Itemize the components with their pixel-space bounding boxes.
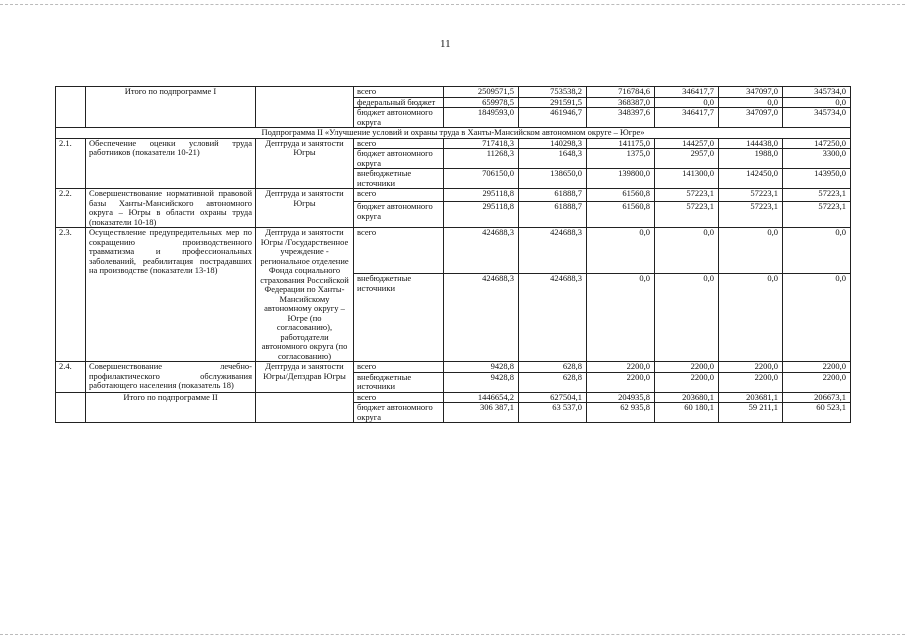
amount-cell: 345734,0 xyxy=(783,108,851,128)
amount-cell: 424688,3 xyxy=(519,274,587,362)
item-number: 2.2. xyxy=(56,189,86,228)
amount-cell: 11268,3 xyxy=(444,149,519,169)
amount-cell: 295118,8 xyxy=(444,202,519,228)
executor-cell xyxy=(256,392,354,423)
funding-source: бюджет автономного округа xyxy=(354,202,444,228)
amount-cell: 628,8 xyxy=(519,372,587,392)
subtotal-row xyxy=(56,87,851,98)
amount-cell: 63 537,0 xyxy=(519,403,587,423)
amount-cell: 628,8 xyxy=(519,362,587,373)
amount-cell: 706150,0 xyxy=(444,169,519,189)
amount-cell: 3300,0 xyxy=(783,149,851,169)
amount-cell: 1446654,2 xyxy=(444,392,519,403)
amount-cell: 1988,0 xyxy=(719,149,783,169)
amount-cell: 716784,6 xyxy=(587,87,655,98)
item-name: Совершенствование лечебно-профилактического обслуживания работающего населения (показатель 18) xyxy=(86,362,256,393)
amount-cell: 347097,0 xyxy=(719,87,783,98)
item-executor: Дептруда и занятости Югры/Депздрав Югры xyxy=(256,362,354,393)
amount-cell: 2957,0 xyxy=(655,149,719,169)
amount-cell: 0,0 xyxy=(655,97,719,108)
item-name: Осуществление предупредительных мер по сокращению производственного травматизма и профессиональных заболеваний, реабилитация пострадавших на производстве (показатели 13-18) xyxy=(86,228,256,362)
amount-cell: 141300,0 xyxy=(655,169,719,189)
amount-cell: 717418,3 xyxy=(444,138,519,149)
amount-cell: 61888,7 xyxy=(519,202,587,228)
amount-cell: 62 935,8 xyxy=(587,403,655,423)
amount-cell: 60 523,1 xyxy=(783,403,851,423)
amount-cell: 2200,0 xyxy=(587,372,655,392)
amount-cell: 9428,8 xyxy=(444,372,519,392)
amount-cell: 0,0 xyxy=(587,228,655,274)
item-number: 2.1. xyxy=(56,138,86,189)
amount-cell: 57223,1 xyxy=(783,202,851,228)
funding-source: всего xyxy=(354,189,444,202)
item-name: Совершенствование нормативной правовой базы Ханты-Мансийского автономного округа – Югры в области охраны труда (показатели 10-18) xyxy=(86,189,256,228)
amount-cell: 0,0 xyxy=(655,274,719,362)
amount-cell: 147250,0 xyxy=(783,138,851,149)
amount-cell: 368387,0 xyxy=(587,97,655,108)
page-number: 11 xyxy=(440,38,451,50)
amount-cell: 424688,3 xyxy=(444,274,519,362)
amount-cell: 0,0 xyxy=(783,97,851,108)
amount-cell: 2200,0 xyxy=(587,362,655,373)
table-row xyxy=(56,362,851,373)
table-row xyxy=(56,189,851,202)
funding-source: всего xyxy=(354,362,444,373)
amount-cell: 204935,8 xyxy=(587,392,655,403)
amount-cell: 753538,2 xyxy=(519,87,587,98)
amount-cell: 141175,0 xyxy=(587,138,655,149)
funding-source: всего xyxy=(354,392,444,403)
item-executor: Дептруда и занятости Югры xyxy=(256,189,354,228)
funding-source: федеральный бюджет xyxy=(354,97,444,108)
amount-cell: 206673,1 xyxy=(783,392,851,403)
amount-cell: 627504,1 xyxy=(519,392,587,403)
amount-cell: 424688,3 xyxy=(519,228,587,274)
amount-cell: 60 180,1 xyxy=(655,403,719,423)
funding-source: внебюджетные источники xyxy=(354,169,444,189)
amount-cell: 203681,1 xyxy=(719,392,783,403)
executor-cell xyxy=(256,87,354,128)
amount-cell: 144257,0 xyxy=(655,138,719,149)
amount-cell: 348397,6 xyxy=(587,108,655,128)
scan-edge-top xyxy=(0,4,905,6)
item-number-cell xyxy=(56,392,86,423)
item-number-cell xyxy=(56,87,86,128)
funding-source: бюджет автономного округа xyxy=(354,149,444,169)
amount-cell: 347097,0 xyxy=(719,108,783,128)
table-row xyxy=(56,228,851,274)
funding-source: бюджет автономного округа xyxy=(354,403,444,423)
amount-cell: 0,0 xyxy=(783,274,851,362)
amount-cell: 61560,8 xyxy=(587,189,655,202)
funding-source: внебюджетные источники xyxy=(354,274,444,362)
item-number: 2.4. xyxy=(56,362,86,393)
amount-cell: 2200,0 xyxy=(783,372,851,392)
amount-cell: 424688,3 xyxy=(444,228,519,274)
amount-cell: 144438,0 xyxy=(719,138,783,149)
amount-cell: 295118,8 xyxy=(444,189,519,202)
amount-cell: 291591,5 xyxy=(519,97,587,108)
amount-cell: 57223,1 xyxy=(783,189,851,202)
amount-cell: 139800,0 xyxy=(587,169,655,189)
funding-source: всего xyxy=(354,228,444,274)
amount-cell: 306 387,1 xyxy=(444,403,519,423)
amount-cell: 59 211,1 xyxy=(719,403,783,423)
subtotal-label: Итого по подпрограмме I xyxy=(86,87,256,128)
amount-cell: 2200,0 xyxy=(655,372,719,392)
amount-cell: 138650,0 xyxy=(519,169,587,189)
amount-cell: 2200,0 xyxy=(655,362,719,373)
item-name: Обеспечение оценки условий труда работников (показатели 10-21) xyxy=(86,138,256,189)
amount-cell: 57223,1 xyxy=(719,189,783,202)
amount-cell: 1375,0 xyxy=(587,149,655,169)
amount-cell: 2200,0 xyxy=(783,362,851,373)
item-executor: Дептруда и занятости Югры /Государственное учреждение - региональное отделение Фонда социального страхования Российской Федерации по Ханты-Мансийскому автономному округу – Югре (по согласованию), работодатели автономного округа (по согласованию) xyxy=(256,228,354,362)
section-row xyxy=(56,128,851,139)
amount-cell: 57223,1 xyxy=(655,189,719,202)
amount-cell: 142450,0 xyxy=(719,169,783,189)
amount-cell: 143950,0 xyxy=(783,169,851,189)
amount-cell: 346417,7 xyxy=(655,87,719,98)
amount-cell: 0,0 xyxy=(719,97,783,108)
amount-cell: 9428,8 xyxy=(444,362,519,373)
funding-source: всего xyxy=(354,87,444,98)
funding-source: бюджет автономного округа xyxy=(354,108,444,128)
amount-cell: 659978,5 xyxy=(444,97,519,108)
amount-cell: 346417,7 xyxy=(655,108,719,128)
funding-source: всего xyxy=(354,138,444,149)
amount-cell: 345734,0 xyxy=(783,87,851,98)
scan-edge-bottom xyxy=(0,634,905,636)
amount-cell: 203680,1 xyxy=(655,392,719,403)
table-row xyxy=(56,138,851,149)
subtotal-row xyxy=(56,392,851,403)
amount-cell: 61888,7 xyxy=(519,189,587,202)
amount-cell: 57223,1 xyxy=(719,202,783,228)
amount-cell: 1648,3 xyxy=(519,149,587,169)
amount-cell: 0,0 xyxy=(587,274,655,362)
amount-cell: 0,0 xyxy=(719,228,783,274)
amount-cell: 461946,7 xyxy=(519,108,587,128)
item-number: 2.3. xyxy=(56,228,86,362)
amount-cell: 140298,3 xyxy=(519,138,587,149)
section-title: Подпрограмма II «Улучшение условий и охраны труда в Ханты-Мансийском автономном округе – Югре» xyxy=(56,128,851,139)
amount-cell: 0,0 xyxy=(783,228,851,274)
amount-cell: 61560,8 xyxy=(587,202,655,228)
item-executor: Дептруда и занятости Югры xyxy=(256,138,354,189)
amount-cell: 2200,0 xyxy=(719,362,783,373)
funding-table xyxy=(55,86,851,423)
funding-source: внебюджетные источники xyxy=(354,372,444,392)
amount-cell: 0,0 xyxy=(719,274,783,362)
amount-cell: 57223,1 xyxy=(655,202,719,228)
subtotal-label: Итого по подпрограмме II xyxy=(86,392,256,423)
amount-cell: 1849593,0 xyxy=(444,108,519,128)
amount-cell: 2509571,5 xyxy=(444,87,519,98)
amount-cell: 0,0 xyxy=(655,228,719,274)
amount-cell: 2200,0 xyxy=(719,372,783,392)
